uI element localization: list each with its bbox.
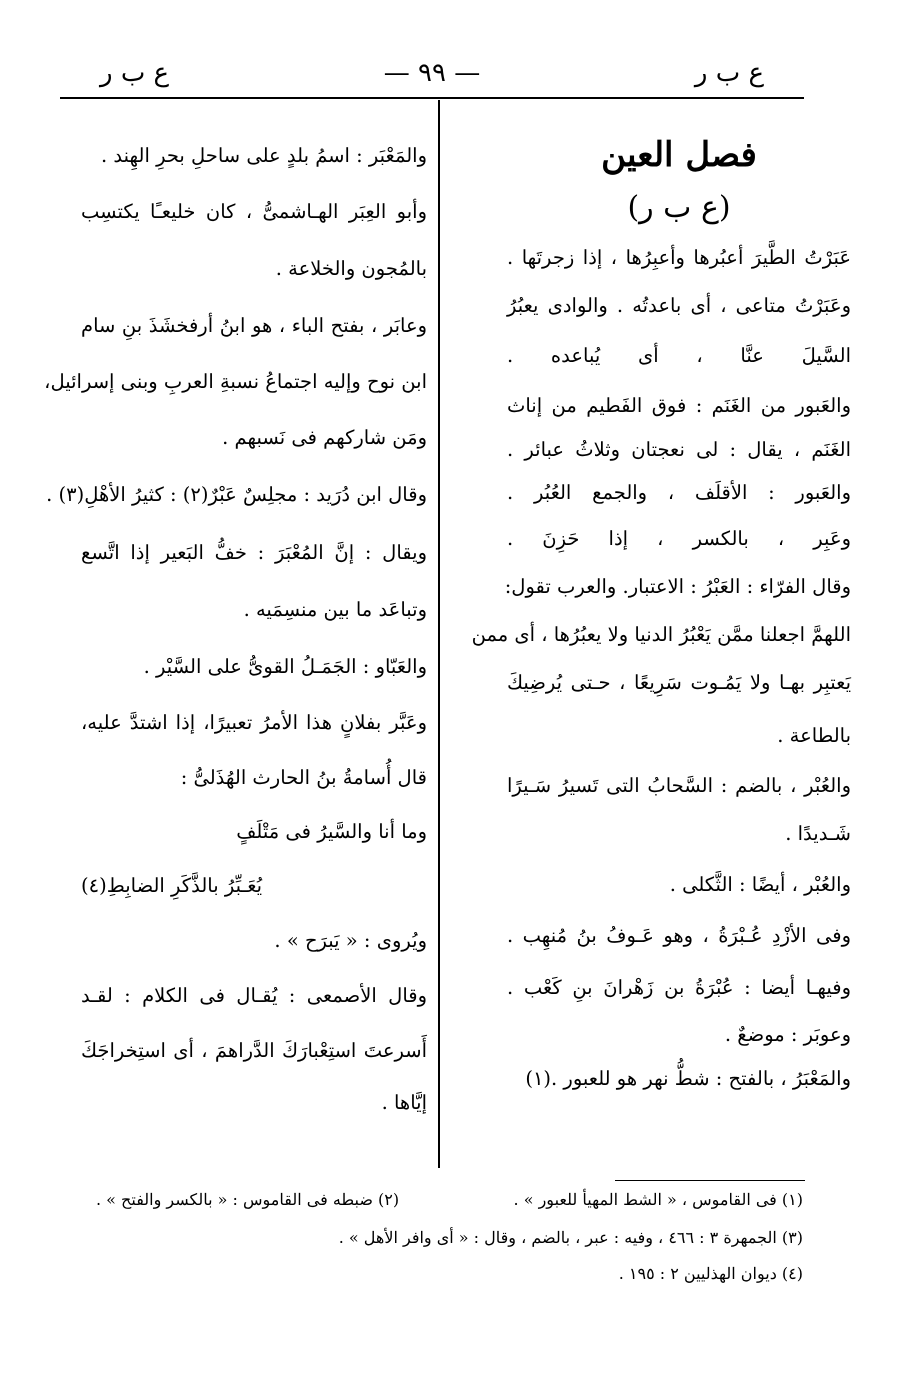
text-line: والعَبّاو : الجَمَـلُ القوىُّ على السَّيْر . xyxy=(143,655,427,678)
footnote-4: (٤) ديوان الهذليين ٢ : ١٩٥ . xyxy=(618,1264,803,1283)
text-line: ويقال : إنَّ المُعْبَرَ : خفُّ البَعير إذا اتَّسع xyxy=(81,541,427,564)
section-title: فصل العين xyxy=(601,135,757,175)
text-line: والعُبْر ، بالضم : السَّحابُ التى تَسيرُ سَـيرًا xyxy=(507,774,851,797)
text-line: وفى الأزْدِ عُـبْرَةُ ، وهو عَـوفُ بنُ مُنهِب . xyxy=(507,924,851,947)
text-line: بالمُجون والخلاعة . xyxy=(275,257,427,280)
verse-line: وما أنا والسَّيرُ فى مَتْلَفٍ xyxy=(236,820,427,843)
text-line: والعَبور : الأقلَف ، والجمع العُبُر . xyxy=(507,481,851,504)
text-line: شَـديدًا . xyxy=(785,822,851,845)
root-title: (ع ب ر) xyxy=(627,190,731,225)
left-column xyxy=(44,128,427,1128)
text-line: أَسرعتَ استِعْبارَكَ الدَّراهمَ ، أى استِخراجَكَ xyxy=(81,1039,427,1062)
text-line: ابن نوح وإليه اجتماعُ نسبةِ العربِ وبنى إسرائيل، xyxy=(44,370,427,393)
text-line: والمَعْبَر : اسمُ بلدٍ على ساحلِ بحرِ الهِند . xyxy=(101,144,427,167)
header-root-right: ع ب ر xyxy=(694,58,764,88)
text-line: وتباعَد ما بين منسِمَيه . xyxy=(243,598,427,621)
page-number: — ٩٩ — xyxy=(383,58,481,88)
header-rule xyxy=(60,97,804,99)
footnote-3: (٣) الجمهرة ٣ : ٤٦٦ ، وفيه : عبر ، بالضم ، وقال : « أى وافر الأهل » . xyxy=(338,1228,803,1247)
text-line: عَبَرْتُ الطَّيرَ أعبُرها وأعبِرُها ، إذا زجرتَها . xyxy=(507,246,851,269)
text-line: والمَعْبَرُ ، بالفتح : شطُّ نهر هو للعبور .(١) xyxy=(525,1067,851,1090)
text-line: بالطاعة . xyxy=(777,724,851,747)
footnote-2: (٢) ضبطه فى القاموس : « بالكسر والفتح » . xyxy=(96,1190,400,1209)
page-header xyxy=(60,58,804,94)
text-line: وعَبِر ، بالكسر ، إذا حَزِنَ . xyxy=(507,527,851,550)
text-line: ومَن شاركهم فى نَسبهم . xyxy=(222,426,427,449)
text-line: وعابَر ، بفتح الباء ، هو ابنُ أرفخشَذَ بنِ سام xyxy=(81,314,427,337)
text-line: وعوبَر : موضعٌ . xyxy=(724,1023,851,1046)
text-line: وعَبَّر بفلانٍ هذا الأمرُ تعبيرًا، إذا اشتدَّ عليه، xyxy=(81,711,427,734)
text-line: وفيهـا أيضا : عُبْرَةُ بن زَهْرانَ بنِ كَعْب . xyxy=(507,976,851,999)
text-line: وقال الفرّاء : العَبْرُ : الاعتبار. والعرب تقول: xyxy=(504,575,851,598)
verse-line: يُعَـبِّرُ بالذَّكَرِ الضابِطِ(٤) xyxy=(81,874,263,897)
text-line: والعُبْر ، أيضًا : الثَّكلى . xyxy=(669,873,851,896)
text-line: قال أُسامةُ بنُ الحارث الهُذَلىُّ : xyxy=(180,766,427,789)
text-line: ويُروى : « يَبرَح » . xyxy=(274,929,427,952)
footnote-rule xyxy=(615,1180,805,1181)
text-line: السَّيلَ عنَّا ، أى يُباعده . xyxy=(507,344,851,367)
right-column xyxy=(471,128,851,1102)
text-line: وعَبَرْتُ متاعى ، أى باعدتُه . والوادى يعبُرُ xyxy=(507,294,851,317)
text-line: وأبو العِبَر الهـاشمىُّ ، كان خليعـًا يكتسِب xyxy=(81,200,427,223)
text-line: وقال ابن دُرَيد : مجلِسٌ عَبْرٌ(٢) : كثيرُ الأهْلِ(٣) . xyxy=(46,483,427,506)
header-root-left: ع ب ر xyxy=(100,58,170,88)
text-line: يَعتبِر بهـا ولا يَمُـوت سَرِيعًا ، حـتى يُرضِيكَ xyxy=(507,671,851,694)
column-divider xyxy=(438,100,440,1168)
text-line: إيَّاها . xyxy=(381,1091,427,1114)
text-line: وقال الأصمعى : يُقـال فى الكلام : لقـد xyxy=(81,984,427,1007)
footnote-1: (١) فى القاموس ، « الشط المهيأ للعبور » . xyxy=(513,1190,803,1209)
text-line: الغَنَم ، يقال : لى نعجتان وثلاثُ عبائر . xyxy=(507,438,851,461)
text-line: والعَبور من الغَنَم : فوق الفَطيم من إناث xyxy=(507,394,851,417)
text-line: اللهمَّ اجعلنا ممَّن يَعْبُرُ الدنيا ولا يعبُرُها ، أى ممن xyxy=(471,623,851,646)
